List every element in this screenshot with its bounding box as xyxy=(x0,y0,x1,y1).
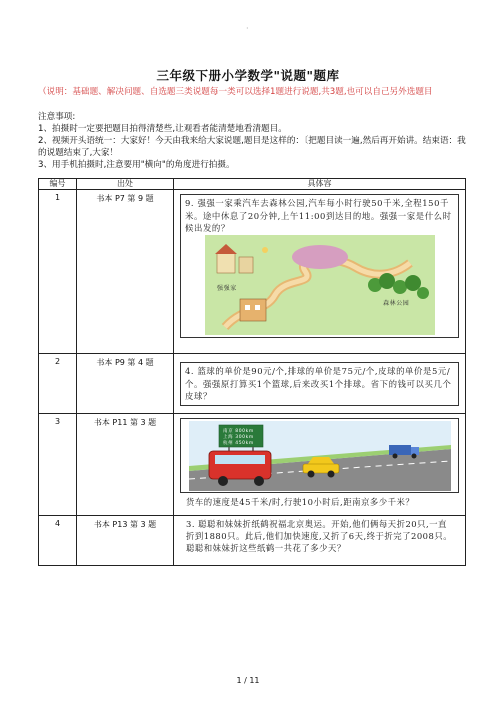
sign-line: 杭州 450km xyxy=(222,441,254,446)
map-illustration xyxy=(205,235,435,335)
row-source: 书本 P7 第 9 题 xyxy=(77,190,174,354)
lake-shape xyxy=(292,245,348,269)
note-item: 1、拍摄时一定要把题目拍得清楚些,让观看者能清楚地看清题目。 xyxy=(38,124,287,134)
row-content xyxy=(174,354,466,414)
header-source: 出处 xyxy=(77,179,174,190)
instruction-note: （说明：基础题、解决问题、自选题三类说题每一类可以选择1题进行说题,共3题,也可以自己另外选题目 xyxy=(38,87,433,97)
question-text xyxy=(180,194,459,338)
row-content xyxy=(174,516,466,566)
table-row xyxy=(39,414,466,516)
sign-line: 上海 300km xyxy=(222,435,254,440)
row-content xyxy=(174,190,466,354)
question-text: 货车的速度是45千米/时,行驶10小时后,距南京多少千米？ xyxy=(186,497,415,507)
table-row xyxy=(39,354,466,414)
notes-heading: 注意事项: xyxy=(38,112,76,122)
row-number: 4 xyxy=(39,516,77,566)
table-row xyxy=(39,516,466,566)
page-title: 三年级下册小学数学"说题"题库 xyxy=(156,68,340,83)
question-text: 3. 聪聪和妹妹折纸鹤祝福北京奥运。开始,他们俩每天折20只,一直折到1880只。此后,他们加快速度,又折了6天,终于折完了2008只。聪聪和妹妹折这些纸鹤一共花了多少天？ xyxy=(186,519,453,553)
header-content: 具体容 xyxy=(174,179,466,190)
table-row xyxy=(39,190,466,354)
row-source: 书本 P9 第 4 题 xyxy=(77,354,174,414)
question-table xyxy=(38,178,466,566)
question-text-body: 9. 强强一家乘汽车去森林公园,汽车每小时行驶50千米,全程150千米。途中休息了20分钟,上午11:00到达目的地。强强一家是什么时候出发的？ xyxy=(185,198,452,233)
note-item: 2、视频开头语统一：大家好！今天由我来给大家说题,题目是这样的：〔把题目读一遍,然后再开始讲。结束语：我的说题结束了,大家！ xyxy=(38,136,466,158)
page-number: 1 / 11 xyxy=(236,676,260,685)
map-label-park: 森林公园 xyxy=(382,299,409,307)
building-icon xyxy=(240,299,266,321)
note-item: 3、用手机拍摄时,注意要用"横向"的角度进行拍摄。 xyxy=(38,160,235,170)
sign-line: 南京 800km xyxy=(222,429,254,434)
map-label-home: 强强家 xyxy=(216,284,237,292)
row-content xyxy=(174,414,466,516)
row-source: 书本 P13 第 3 题 xyxy=(77,516,174,566)
question-box xyxy=(180,418,459,493)
row-number: 1 xyxy=(39,190,77,354)
row-number: 3 xyxy=(39,414,77,516)
traffic-illustration xyxy=(189,421,451,491)
table-header-row xyxy=(39,179,466,190)
row-source: 书本 P11 第 3 题 xyxy=(77,414,174,516)
header-number: 编号 xyxy=(39,179,77,190)
sun-icon xyxy=(262,247,268,253)
notes-section xyxy=(38,111,468,171)
row-number: 2 xyxy=(39,354,77,414)
header-mark: · xyxy=(246,24,249,33)
question-text: 4. 篮球的单价是90元/个,排球的单价是75元/个,皮球的单价是5元/个。强强原打算买1个篮球,后来改买1个排球。省下的钱可以买几个皮球？ xyxy=(180,362,459,406)
